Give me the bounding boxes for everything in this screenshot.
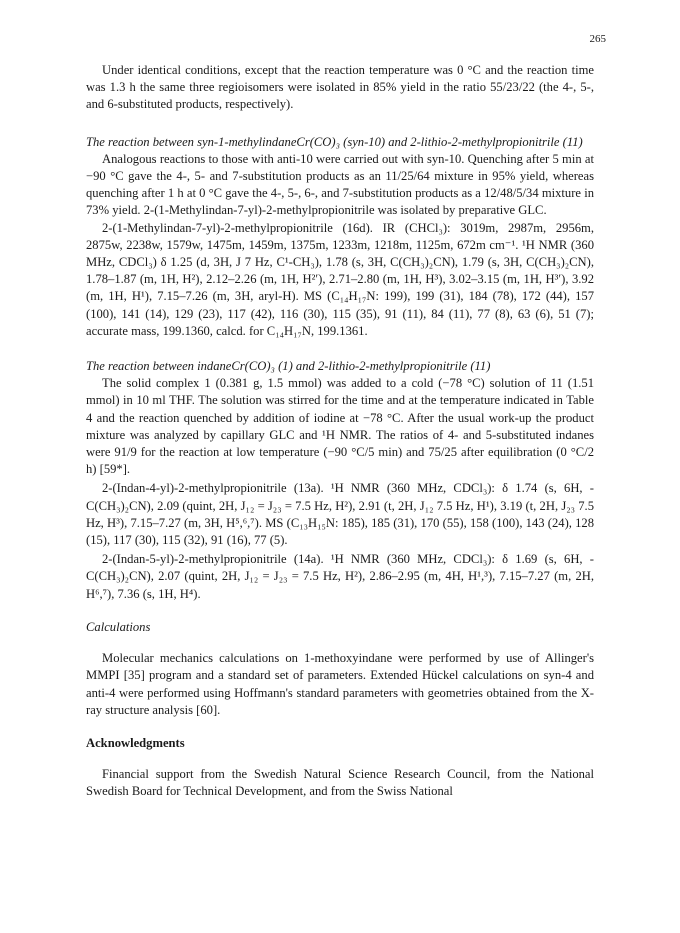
acknowledgments-heading: Acknowledgments [86, 735, 185, 750]
acknowledgments-paragraph: Financial support from the Swedish Natural Science Research Council, from the National Swedish Board for Technical Development, and from the Swiss National [86, 767, 594, 799]
section-title-calculations: Calculations [86, 619, 151, 634]
section-title-syn-reaction: The reaction between syn-1-methylindaneCr(CO)₃ (syn-10) and 2-lithio-2-methylpropionitrile (11) [86, 134, 583, 149]
compound-16d-paragraph: 2-(1-Methylindan-7-yl)-2-methylpropionitrile (16d). IR (CHCl₃): 3019m, 2987m, 2956m, 2875w, 2238w, 1579w, 1475m, 1459m, 1375m, 1233m, 1218m, 1125m, 672m cm⁻¹. ¹H NMR (360 MHz, CDCl₃) δ 1.25 (d, 3H, J 7 Hz, C¹-CH₃), 1.78 (s, 3H, C(CH₃)₂CN), 1.79 (s, 3H, C(CH₃)₂CN), 1.78–1.87 (m, 1H, H²), 2.12–2.26 (m, 1H, H²′), 2.71–2.80 (m, 1H, H³), 3.02–3.15 (m, 1H, H³′), 3.92 (m, 1H, H¹), 7.15–7.26 (m, 3H, aryl-H). MS (C₁₄H₁₇N: 199), 199 (31), 184 (78), 172 (44), 157 (100), 141 (14), 129 (23), 117 (42), 116 (30), 115 (35), 91 (11), 84 (11), 77 (8), 63 (6), 51 (7); accurate mass, 199.1360, calcd. for C₁₄H₁₇N, 199.1361. [86, 220, 594, 338]
syn-reaction-paragraph: Analogous reactions to those with anti-10 were carried out with syn-10. Quenching after 5 min at −90 °C gave the 4-, 5- and 7-substitution products as an 11/25/64 mixture in 95% yield, whereas quenching after 1 h at 0 °C gave the 4-, 5-, 6-, and 7-substitution products as a 12/48/5/34 mixture in 73% yield. 2-(1-Methylindan-7-yl)-2-methylpropionitrile was isolated by preparative GLC. [86, 151, 594, 218]
section-title-indane-reaction: The reaction between indaneCr(CO)₃ (1) and 2-lithio-2-methylpropionitrile (11) [86, 359, 491, 374]
page-body [86, 62, 594, 801]
page-number: 265 [589, 33, 606, 45]
compound-14a-paragraph: 2-(Indan-5-yl)-2-methylpropionitrile (14a). ¹H NMR (360 MHz, CDCl₃): δ 1.69 (s, 6H, -C(CH₃)₂CN), 2.07 (quint, 2H, J₁₂ = J₂₃ = 7.5 Hz, H²), 2.86–2.95 (m, 4H, H¹,³), 7.15–7.27 (m, 2H, H⁶,⁷), 7.36 (s, 1H, H⁴). [86, 552, 594, 601]
intro-paragraph: Under identical conditions, except that the reaction temperature was 0 °C and the reaction time was 1.3 h the same three regioisomers were isolated in 85% yield in the ratio 55/23/22 (the 4-, 5-, and 6-substituted products, respectively). [86, 63, 594, 112]
calculations-paragraph: Molecular mechanics calculations on 1-methoxyindane were performed by use of Allinger's MMPI [35] program and a standard set of parameters. Extended Hückel calculations on syn-4 and anti-4 were performed using Hoffmann's standard parameters with geometries obtained from the X-ray structure analysis [60]. [86, 651, 594, 717]
indane-reaction-paragraph: The solid complex 1 (0.381 g, 1.5 mmol) was added to a cold (−78 °C) solution of 11 (1.51 mmol) in 10 ml THF. The solution was stirred for the time and at the temperature indicated in Table 4 and the reaction quenched by addition of iodine at −78 °C. After the usual work-up the product mixture was analyzed by capillary GLC and ¹H NMR. The ratios of 4- and 5-substituted indanes were 91/9 for the reaction at low temperature (−90 °C/5 min) and 75/25 after equilibration (0 °C/2 h) [59*]. [86, 376, 594, 477]
compound-13a-paragraph: 2-(Indan-4-yl)-2-methylpropionitrile (13a). ¹H NMR (360 MHz, CDCl₃): δ 1.74 (s, 6H, -C(CH₃)₂CN), 2.09 (quint, 2H, J₁₂ = J₂₃ = 7.5 Hz, H²), 2.91 (t, 2H, J₁₂ 7.5 Hz, H¹), 3.19 (t, 2H, J₂₃ 7.5 Hz, H³), 7.15–7.27 (m, 3H, H⁵,⁶,⁷). MS (C₁₃H₁₅N: 185), 185 (31), 170 (55), 158 (100), 143 (24), 128 (15), 117 (30), 115 (32), 91 (16), 77 (5). [86, 481, 594, 548]
